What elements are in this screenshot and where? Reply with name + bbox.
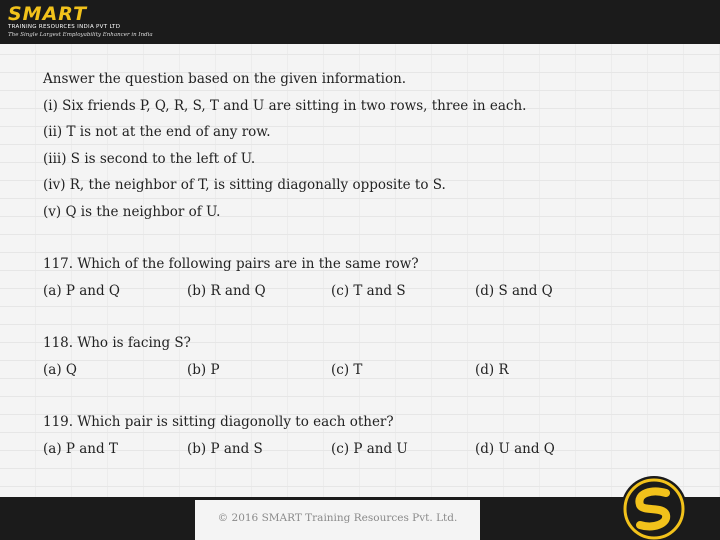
question-118: 118. Who is facing S? (43, 335, 191, 351)
logo-wordmark: SMART (8, 3, 88, 25)
logo-subtitle: TRAINING RESOURCES INDIA PVT LTD (8, 24, 121, 30)
intro-text: Answer the question based on the given information. (43, 71, 407, 87)
option-d: (d) U and Q (475, 440, 555, 457)
question-117: 117. Which of the following pairs are in the same row? (43, 256, 419, 272)
option-b: (b) R and Q (187, 282, 266, 299)
option-d: (d) R (475, 361, 509, 378)
spacer (43, 225, 683, 251)
options-118 (43, 357, 683, 384)
spacer (43, 304, 683, 330)
statement: (iv) R, the neighbor of T, is sitting diagonally opposite to S. (43, 177, 446, 193)
option-b: (b) P and S (187, 440, 263, 457)
option-c: (c) P and U (331, 440, 408, 457)
option-c: (c) T (331, 361, 363, 378)
copyright-text: © 2016 SMART Training Resources Pvt. Ltd. (217, 512, 458, 524)
statement: (v) Q is the neighbor of U. (43, 203, 221, 220)
header-bar (0, 0, 720, 44)
logo-tagline: The Single Largest Employability Enhancer in India (8, 32, 153, 38)
option-a: (a) P and Q (43, 282, 120, 299)
option-b: (b) P (187, 361, 220, 378)
slide-content (43, 66, 683, 462)
statement: (iii) S is second to the left of U. (43, 150, 256, 167)
option-a: (a) P and T (43, 440, 118, 457)
smart-logo (8, 4, 153, 40)
option-c: (c) T and S (331, 282, 406, 299)
question-119: 119. Which pair is sitting diagonolly to each other? (43, 414, 394, 430)
option-a: (a) Q (43, 361, 77, 378)
options-117 (43, 278, 683, 305)
spacer (43, 383, 683, 409)
smart-s-icon (620, 475, 688, 540)
statement: (ii) T is not at the end of any row. (43, 124, 271, 140)
options-119 (43, 436, 683, 463)
statement: (i) Six friends P, Q, R, S, T and U are sitting in two rows, three in each. (43, 97, 527, 114)
option-d: (d) S and Q (475, 282, 553, 299)
